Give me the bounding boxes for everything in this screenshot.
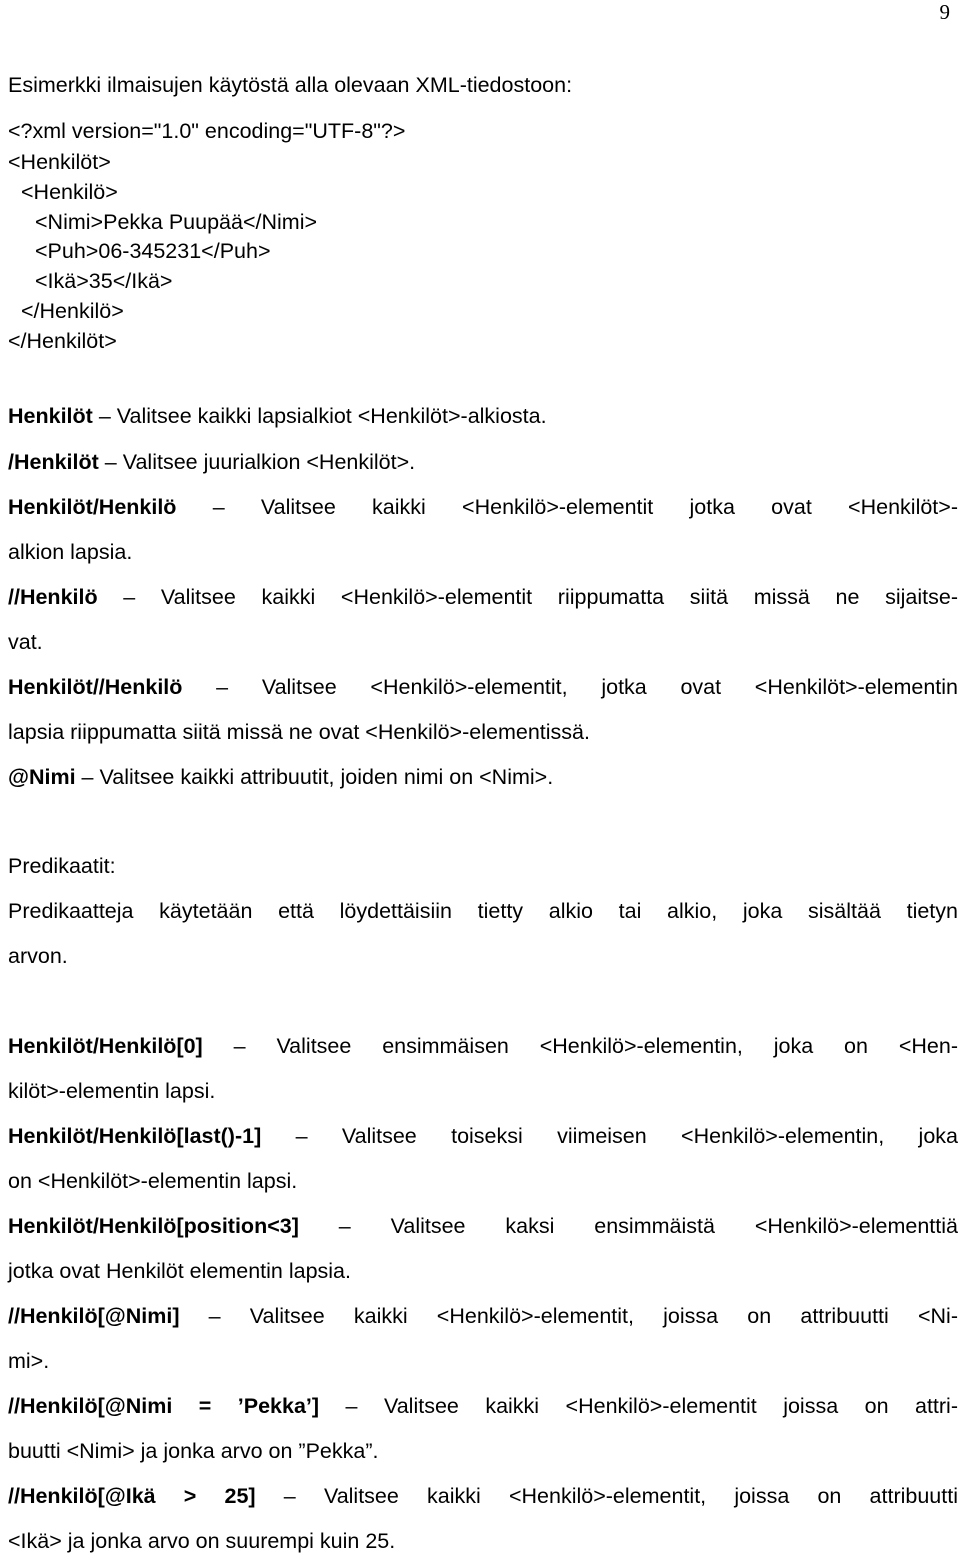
predicate-code: Henkilöt/Henkilö[position<3] — [8, 1214, 299, 1238]
dash: – — [216, 675, 229, 699]
expression-item — [8, 764, 553, 790]
predicate-item — [8, 1303, 958, 1329]
predicate-continuation: on <Henkilöt>-elementin lapsi. — [8, 1169, 298, 1193]
predicates-intro-continuation: arvon. — [8, 944, 68, 968]
predicate-description: Valitsee kaikki <Henkilö>-elementit, joissa on attribuutti <Ni- — [249, 1304, 958, 1328]
xml-line: <Puh>06-345231</Puh> — [35, 239, 271, 263]
dash: – — [295, 1124, 308, 1148]
dash: – — [212, 495, 225, 519]
expression-continuation: alkion lapsia. — [8, 540, 133, 564]
xml-line: </Henkilöt> — [8, 329, 117, 353]
dash: – — [233, 1034, 246, 1058]
predicate-continuation: jotka ovat Henkilöt elementin lapsia. — [8, 1259, 351, 1283]
xml-line: <Henkilöt> — [8, 150, 111, 174]
expression-code: Henkilöt//Henkilö — [8, 675, 183, 699]
predicates-heading: Predikaatit: — [8, 854, 116, 878]
predicate-continuation: buutti <Nimi> ja jonka arvo on ”Pekka”. — [8, 1439, 379, 1463]
predicate-code: //Henkilö[@Nimi] — [8, 1304, 180, 1328]
predicate-item — [8, 1213, 958, 1239]
xml-line: <Ikä>35</Ikä> — [35, 269, 173, 293]
expression-item — [8, 403, 547, 429]
predicate-code: //Henkilö[@Ikä > 25] — [8, 1484, 256, 1508]
expression-description: Valitsee juurialkion <Henkilöt>. — [122, 450, 416, 474]
xml-line: <?xml version="1.0" encoding="UTF-8"?> — [8, 119, 406, 143]
predicate-continuation: kilöt>-elementin lapsi. — [8, 1079, 216, 1103]
expression-code: @Nimi — [8, 765, 76, 789]
expression-item — [8, 494, 958, 520]
expression-code: //Henkilö — [8, 585, 98, 609]
xml-line: <Henkilö> — [21, 180, 118, 204]
dash: – — [283, 1484, 296, 1508]
dash: – — [338, 1214, 351, 1238]
expression-item — [8, 674, 958, 700]
predicate-item — [8, 1483, 958, 1509]
expression-description: Valitsee kaikki attribuutit, joiden nimi on <Nimi>. — [99, 765, 554, 789]
predicate-item — [8, 1033, 958, 1059]
xml-line: <Nimi>Pekka Puupää</Nimi> — [35, 210, 318, 234]
predicate-code: //Henkilö[@Nimi = ’Pekka’] — [8, 1394, 320, 1418]
intro-text: Esimerkki ilmaisujen käytöstä alla olevaan XML-tiedostoon: — [8, 73, 573, 97]
expression-continuation: lapsia riippumatta siitä missä ne ovat <Henkilö>-elementissä. — [8, 720, 590, 744]
expression-item — [8, 449, 415, 475]
expression-description: Valitsee <Henkilö>-elementit, jotka ovat <Henkilöt>-elementin — [261, 675, 958, 699]
predicate-description: Valitsee kaksi ensimmäistä <Henkilö>-elementtiä — [390, 1214, 958, 1238]
predicate-description: Valitsee kaikki <Henkilö>-elementit joissa on attri- — [383, 1394, 958, 1418]
dash: – — [208, 1304, 221, 1328]
predicate-continuation: mi>. — [8, 1349, 50, 1373]
predicate-item — [8, 1393, 958, 1419]
predicate-description: Valitsee ensimmäisen <Henkilö>-elementin, joka on <Hen- — [276, 1034, 958, 1058]
dash: – — [98, 404, 111, 428]
predicate-description: Valitsee toiseksi viimeisen <Henkilö>-elementin, joka — [341, 1124, 958, 1148]
expression-code: /Henkilöt — [8, 450, 99, 474]
expression-description: Valitsee kaikki lapsialkiot <Henkilöt>-alkiosta. — [116, 404, 547, 428]
predicate-item — [8, 1123, 958, 1149]
predicate-description: Valitsee kaikki <Henkilö>-elementit, joissa on attribuutti — [323, 1484, 958, 1508]
expression-description: Valitsee kaikki <Henkilö>-elementit jotka ovat <Henkilöt>- — [260, 495, 958, 519]
predicate-code: Henkilöt/Henkilö[0] — [8, 1034, 203, 1058]
expression-item — [8, 584, 958, 610]
expression-description: Valitsee kaikki <Henkilö>-elementit riippumatta siitä missä ne sijaitse- — [160, 585, 958, 609]
xml-line: </Henkilö> — [21, 299, 124, 323]
predicate-continuation: <Ikä> ja jonka arvo on suurempi kuin 25. — [8, 1529, 396, 1553]
expression-continuation: vat. — [8, 630, 43, 654]
predicates-intro: Predikaatteja käytetään että löydettäisiin tietty alkio tai alkio, joka sisältää tietyn — [8, 899, 958, 923]
page-number: 9 — [939, 0, 950, 24]
expression-code: Henkilöt — [8, 404, 93, 428]
dash: – — [104, 450, 117, 474]
predicate-code: Henkilöt/Henkilö[last()-1] — [8, 1124, 262, 1148]
dash: – — [123, 585, 136, 609]
dash: – — [345, 1394, 358, 1418]
expression-code: Henkilöt/Henkilö — [8, 495, 177, 519]
dash: – — [81, 765, 94, 789]
